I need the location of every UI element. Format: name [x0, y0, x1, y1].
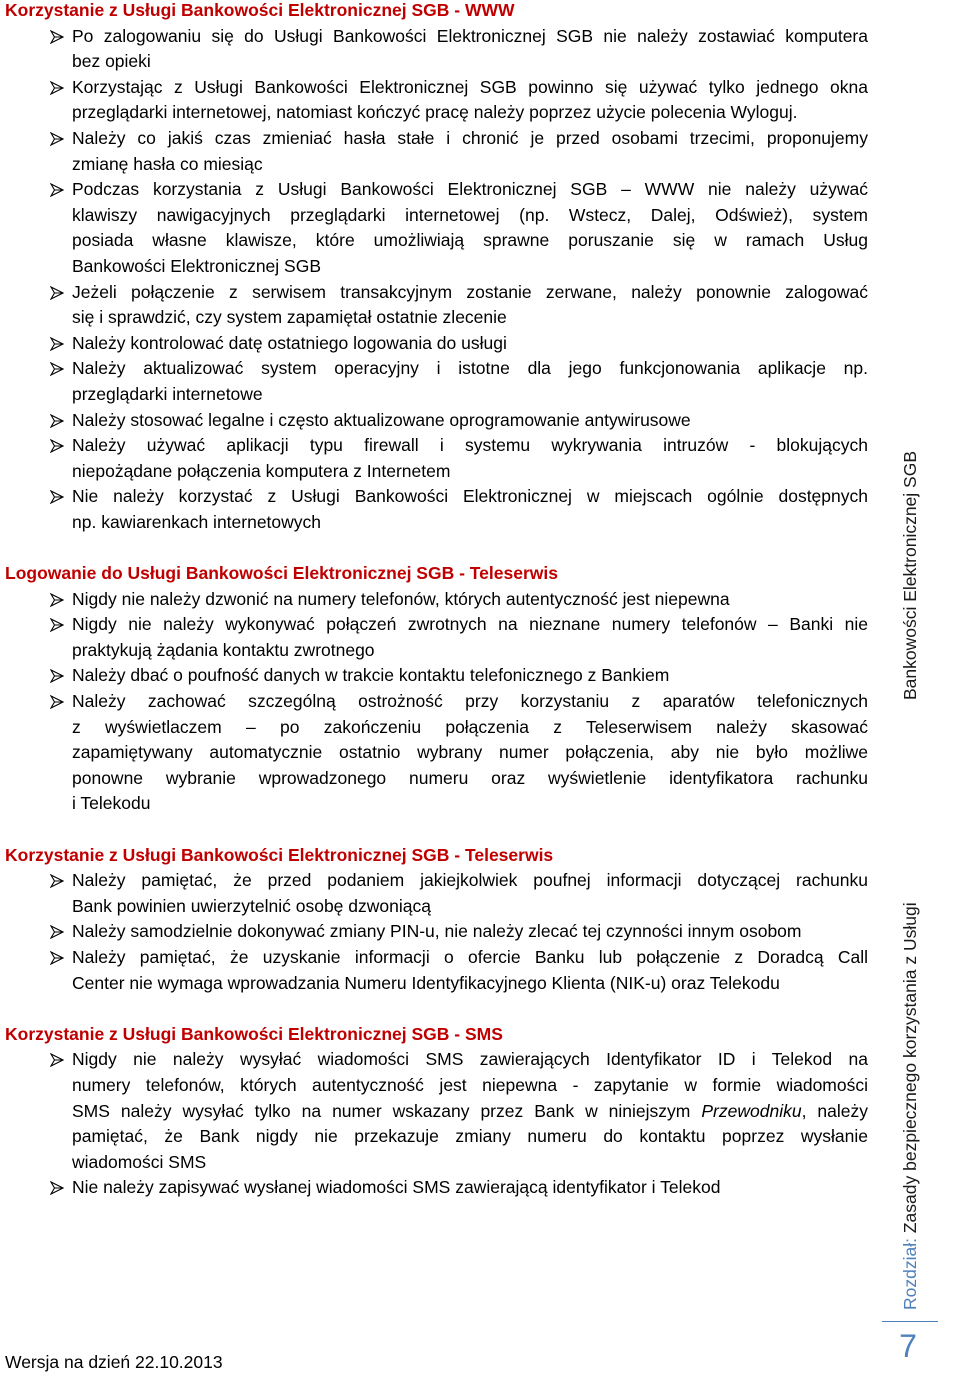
- arrowhead-bullet-icon: [50, 695, 64, 709]
- list-item: [72, 689, 868, 817]
- section-teleserwis-usage: [5, 843, 868, 997]
- item-text-line: Korzystając z Usługi Bankowości Elektronicznej SGB powinno się używać tylko jednego okna: [72, 76, 868, 97]
- item-text-line: Należy stosować legalne i często aktualizowane oprogramowanie antywirusowe: [72, 409, 691, 430]
- section-teleserwis-login: [5, 561, 868, 817]
- list-item: [72, 75, 868, 126]
- section-www: [5, 0, 868, 535]
- arrowhead-bullet-icon: [50, 593, 64, 607]
- list-item: [72, 356, 868, 407]
- item-text-line: [72, 1099, 868, 1125]
- item-text-line: Podczas korzystania z Usługi Bankowości Elektronicznej SGB – WWW nie należy używać: [72, 179, 868, 200]
- arrowhead-bullet-icon: [50, 925, 64, 939]
- list-item: [72, 587, 868, 613]
- item-text-line: Bankowości Elektronicznej SGB: [72, 255, 321, 276]
- item-text-line: Nie należy korzystać z Usługi Bankowości Elektronicznej w miejscach ogólnie dostępnych: [72, 486, 868, 507]
- item-text-line: Należy używać aplikacji typu firewall i systemu wykrywania intruzów - blokujących: [72, 435, 868, 456]
- arrowhead-bullet-icon: [50, 951, 64, 965]
- item-text-line: numery telefonów, których autentyczność jest niepewna - zapytanie w formie wiadomości: [72, 1074, 868, 1095]
- arrowhead-bullet-icon: [50, 30, 64, 44]
- arrowhead-bullet-icon: [50, 669, 64, 683]
- arrowhead-bullet-icon: [50, 183, 64, 197]
- item-text-line: Należy zachować szczególną ostrożność przy korzystaniu z aparatów telefonicznych: [72, 691, 868, 712]
- item-text-line: Bank powinien uwierzytelnić osobę dzwoniącą: [72, 895, 431, 916]
- list-item: [72, 433, 868, 484]
- list-item: [72, 919, 868, 945]
- arrowhead-bullet-icon: [50, 132, 64, 146]
- item-text-line: Jeżeli połączenie z serwisem transakcyjnym zostanie zerwane, należy ponownie zalogować: [72, 281, 868, 302]
- item-text-line: się i sprawdzić, czy system zapamiętał ostatnie zlecenie: [72, 307, 507, 328]
- item-text-line: Nie należy zapisywać wysłanej wiadomości SMS zawierającą identyfikator i Telekod: [72, 1177, 721, 1198]
- list-item: [72, 1047, 868, 1175]
- arrowhead-bullet-icon: [50, 286, 64, 300]
- item-text-line: wiadomości SMS: [72, 1151, 207, 1172]
- version-footer: Wersja na dzień 22.10.2013: [5, 1352, 223, 1372]
- section-heading-teleserwis-usage: Korzystanie z Usługi Bankowości Elektronicznej SGB - Teleserwis: [5, 844, 554, 865]
- text-segment: SMS należy wysyłać tylko na numer wskazany przez Bank w niniejszym: [72, 1100, 691, 1121]
- page-number: 7: [899, 1328, 917, 1364]
- list-item: [72, 1175, 868, 1201]
- item-text-line: Należy co jakiś czas zmieniać hasła stałe i chronić je przed osobami trzecimi, proponujemy: [72, 127, 868, 148]
- chapter-title-end: Bankowości Elektronicznej SGB: [900, 451, 920, 700]
- list-item: [72, 612, 868, 663]
- arrowhead-bullet-icon: [50, 81, 64, 95]
- arrowhead-bullet-icon: [50, 1181, 64, 1195]
- item-text-line: Po zalogowaniu się do Usługi Bankowości Elektronicznej SGB nie należy zostawiać komputera: [72, 25, 868, 46]
- item-text-line: posiada własne klawisze, które umożliwiają sprawne poruszanie się w ramach Usług: [72, 230, 868, 251]
- item-text-line: przeglądarki internetowej, natomiast kończyć pracę należy poprzez użycie polecenia Wyloguj.: [72, 102, 798, 123]
- list-item: [72, 408, 868, 434]
- item-text-line: z wyświetlaczem – po zakończeniu połączenia z Teleserwisem należy skasować: [72, 716, 868, 737]
- arrowhead-bullet-icon: [50, 414, 64, 428]
- arrowhead-bullet-icon: [50, 337, 64, 351]
- italic-guide-reference: Przewodniku: [701, 1100, 802, 1121]
- item-text-line: np. kawiarenkach internetowych: [72, 511, 322, 532]
- list-item: [72, 331, 868, 357]
- list-item: [72, 280, 868, 331]
- list-item: [72, 24, 868, 75]
- list-item: [72, 126, 868, 177]
- item-text-line: Należy aktualizować system operacyjny i istotne dla jego funkcjonowania aplikacje np.: [72, 358, 868, 379]
- item-text-line: i Telekodu: [72, 793, 151, 814]
- item-text-line: ponowne wybranie wprowadzonego numeru oraz wyświetlenie identyfikatora rachunku: [72, 767, 868, 788]
- item-text-line: Należy pamiętać, że przed podaniem jakiejkolwiek poufnej informacji dotyczącej rachunku: [72, 870, 868, 891]
- arrowhead-bullet-icon: [50, 1053, 64, 1067]
- arrowhead-bullet-icon: [50, 618, 64, 632]
- list-item: [72, 663, 868, 689]
- list-item: [72, 868, 868, 919]
- text-segment: , należy: [801, 1100, 868, 1121]
- page-number-divider: [882, 1321, 938, 1322]
- document-body: [5, 0, 868, 1201]
- section-sms: [5, 1022, 868, 1201]
- arrowhead-bullet-icon: [50, 874, 64, 888]
- section-heading-sms: Korzystanie z Usługi Bankowości Elektronicznej SGB - SMS: [5, 1023, 503, 1044]
- item-text-line: pamiętać, że Bank nigdy nie przekazuje zmiany numeru do kontaktu poprzez wysłanie: [72, 1126, 868, 1147]
- list-item: [72, 177, 868, 279]
- chapter-title-start: Zasady bezpiecznego korzystania z Usługi: [900, 902, 920, 1234]
- list-item: [72, 484, 868, 535]
- item-text-line: praktykują żądania kontaktu zwrotnego: [72, 639, 375, 660]
- item-text-line: Nigdy nie należy dzwonić na numery telefonów, których autentyczność jest niepewna: [72, 588, 730, 609]
- chapter-title-vertical: [897, 866, 923, 1310]
- item-text-line: Należy kontrolować datę ostatniego logowania do usługi: [72, 332, 507, 353]
- section-heading-teleserwis-login: Logowanie do Usługi Bankowości Elektronicznej SGB - Teleserwis: [5, 563, 558, 584]
- arrowhead-bullet-icon: [50, 362, 64, 376]
- item-text-line: Nigdy nie należy wysyłać wiadomości SMS zawierających Identyfikator ID i Telekod na: [72, 1049, 868, 1070]
- item-text-line: Nigdy nie należy wykonywać połączeń zwrotnych na nieznane numery telefonów – Banki nie: [72, 614, 868, 635]
- item-text-line: bez opieki: [72, 51, 151, 72]
- arrowhead-bullet-icon: [50, 439, 64, 453]
- item-text-line: Center nie wymaga wprowadzania Numeru Identyfikacyjnego Klienta (NIK-u) oraz Telekodu: [72, 972, 780, 993]
- arrowhead-bullet-icon: [50, 490, 64, 504]
- item-text-line: klawiszy nawigacyjnych przeglądarki internetowej (np. Wstecz, Dalej, Odśwież), system: [72, 204, 868, 225]
- chapter-label: Rozdział:: [900, 1238, 920, 1310]
- item-text-line: Należy pamiętać, że uzyskanie informacji o ofercie Banku lub połączenie z Doradcą Call: [72, 946, 868, 967]
- item-text-line: zapamiętywany automatycznie ostatnio wybrany numer połączenia, aby nie było możliwe: [72, 742, 868, 763]
- item-text-line: przeglądarki internetowe: [72, 383, 263, 404]
- item-text-line: Należy samodzielnie dokonywać zmiany PIN-u, nie należy zlecać tej czynności innym osobom: [72, 921, 802, 942]
- list-item: [72, 945, 868, 996]
- chapter-title-vertical-continued: [897, 428, 923, 700]
- section-heading-www: Korzystanie z Usługi Bankowości Elektronicznej SGB - WWW: [5, 0, 515, 20]
- item-text-line: Należy dbać o poufność danych w trakcie kontaktu telefonicznego z Bankiem: [72, 665, 670, 686]
- item-text-line: zmianę hasła co miesiąc: [72, 153, 263, 174]
- item-text-line: niepożądane połączenia komputera z Internetem: [72, 460, 451, 481]
